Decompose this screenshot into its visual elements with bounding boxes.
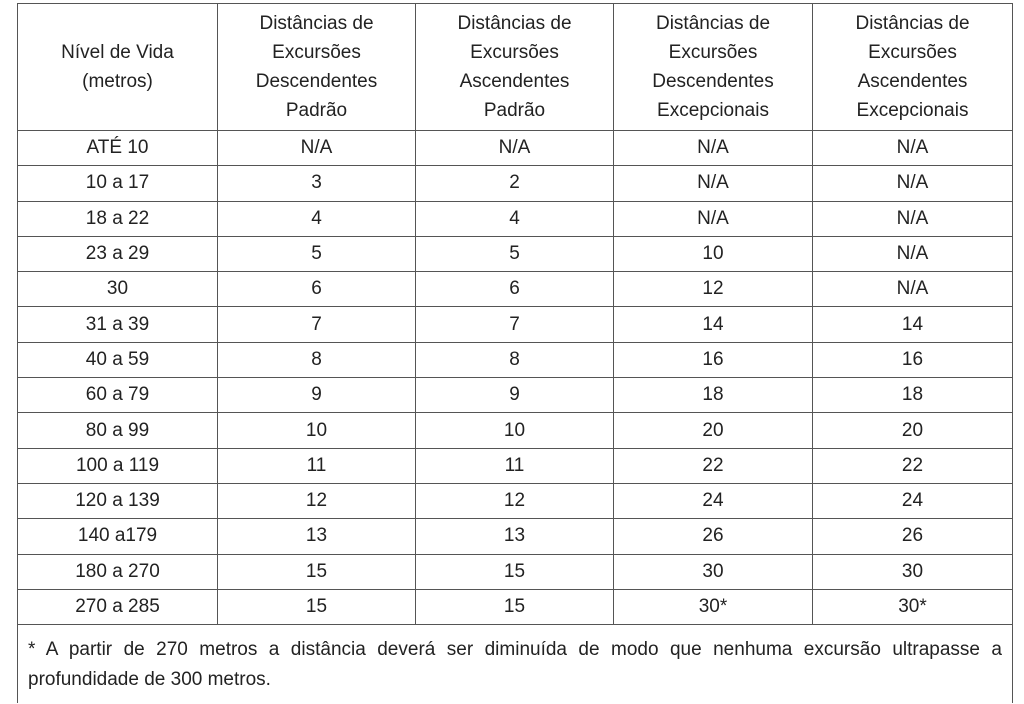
table-row [18,483,1013,518]
cell-ascending-standard: 5 [416,236,614,271]
cell-ascending-standard: N/A [416,131,614,166]
cell-descending-standard: 5 [218,236,416,271]
cell-level: ATÉ 10 [18,131,218,166]
cell-level: 31 a 39 [18,307,218,342]
cell-ascending-exceptional: 24 [813,483,1013,518]
cell-level: 60 a 79 [18,378,218,413]
cell-ascending-exceptional: 30 [813,554,1013,589]
cell-descending-standard: 4 [218,201,416,236]
table-row [18,519,1013,554]
table-body [18,131,1013,625]
header-ascending-standard: Distâncias de Excursões Ascendentes Padrão [416,4,614,131]
cell-level: 40 a 59 [18,342,218,377]
cell-ascending-exceptional: N/A [813,201,1013,236]
footnote: * A partir de 270 metros a distância deverá ser diminuída de modo que nenhuma excursão ultrapasse a profundidade de 300 metros. [18,625,1013,704]
cell-descending-exceptional: N/A [614,131,813,166]
cell-level: 100 a 119 [18,448,218,483]
cell-descending-standard: 13 [218,519,416,554]
table-row [18,201,1013,236]
cell-level: 30 [18,272,218,307]
cell-descending-standard: 12 [218,483,416,518]
cell-level: 120 a 139 [18,483,218,518]
table-footer [18,625,1013,704]
cell-level: 10 a 17 [18,166,218,201]
cell-ascending-exceptional: N/A [813,131,1013,166]
cell-descending-exceptional: 18 [614,378,813,413]
cell-ascending-exceptional: 18 [813,378,1013,413]
cell-ascending-standard: 7 [416,307,614,342]
table-row [18,342,1013,377]
cell-ascending-exceptional: 30* [813,589,1013,624]
cell-descending-standard: 11 [218,448,416,483]
cell-ascending-standard: 2 [416,166,614,201]
cell-ascending-exceptional: 22 [813,448,1013,483]
cell-descending-exceptional: 30* [614,589,813,624]
cell-ascending-exceptional: 20 [813,413,1013,448]
cell-descending-exceptional: N/A [614,201,813,236]
cell-ascending-standard: 15 [416,589,614,624]
header-descending-standard: Distâncias de Excursões Descendentes Padrão [218,4,416,131]
table-row [18,378,1013,413]
cell-level: 180 a 270 [18,554,218,589]
table-row [18,307,1013,342]
cell-descending-exceptional: 12 [614,272,813,307]
cell-descending-standard: 15 [218,589,416,624]
cell-descending-standard: 8 [218,342,416,377]
cell-ascending-standard: 9 [416,378,614,413]
cell-level: 80 a 99 [18,413,218,448]
cell-level: 140 a179 [18,519,218,554]
cell-ascending-standard: 4 [416,201,614,236]
table-row [18,131,1013,166]
cell-descending-exceptional: 24 [614,483,813,518]
cell-ascending-standard: 15 [416,554,614,589]
cell-descending-standard: 9 [218,378,416,413]
cell-ascending-standard: 11 [416,448,614,483]
header-ascending-exceptional: Distâncias de Excursões Ascendentes Excepcionais [813,4,1013,131]
cell-descending-exceptional: 16 [614,342,813,377]
cell-ascending-exceptional: N/A [813,236,1013,271]
cell-descending-standard: 15 [218,554,416,589]
cell-ascending-standard: 6 [416,272,614,307]
table-row [18,554,1013,589]
cell-ascending-standard: 10 [416,413,614,448]
table-row [18,166,1013,201]
cell-descending-standard: 7 [218,307,416,342]
cell-ascending-exceptional: N/A [813,272,1013,307]
cell-descending-exceptional: 20 [614,413,813,448]
cell-descending-exceptional: 10 [614,236,813,271]
cell-descending-exceptional: 14 [614,307,813,342]
cell-ascending-exceptional: N/A [813,166,1013,201]
cell-ascending-exceptional: 16 [813,342,1013,377]
cell-descending-standard: N/A [218,131,416,166]
header-level: Nível de Vida (metros) [18,4,218,131]
cell-descending-exceptional: 22 [614,448,813,483]
cell-ascending-standard: 13 [416,519,614,554]
cell-descending-standard: 10 [218,413,416,448]
header-descending-exceptional: Distâncias de Excursões Descendentes Excepcionais [614,4,813,131]
cell-descending-exceptional: N/A [614,166,813,201]
table-header [18,4,1013,131]
footnote-row [18,625,1013,704]
cell-level: 18 a 22 [18,201,218,236]
table-row [18,272,1013,307]
table-row [18,448,1013,483]
table-row [18,413,1013,448]
excursion-distance-table [17,3,1013,703]
cell-descending-exceptional: 26 [614,519,813,554]
cell-ascending-standard: 8 [416,342,614,377]
header-row [18,4,1013,131]
table-row [18,589,1013,624]
cell-descending-standard: 3 [218,166,416,201]
cell-ascending-standard: 12 [416,483,614,518]
cell-descending-standard: 6 [218,272,416,307]
cell-level: 270 a 285 [18,589,218,624]
cell-descending-exceptional: 30 [614,554,813,589]
cell-level: 23 a 29 [18,236,218,271]
cell-ascending-exceptional: 14 [813,307,1013,342]
cell-ascending-exceptional: 26 [813,519,1013,554]
table-row [18,236,1013,271]
